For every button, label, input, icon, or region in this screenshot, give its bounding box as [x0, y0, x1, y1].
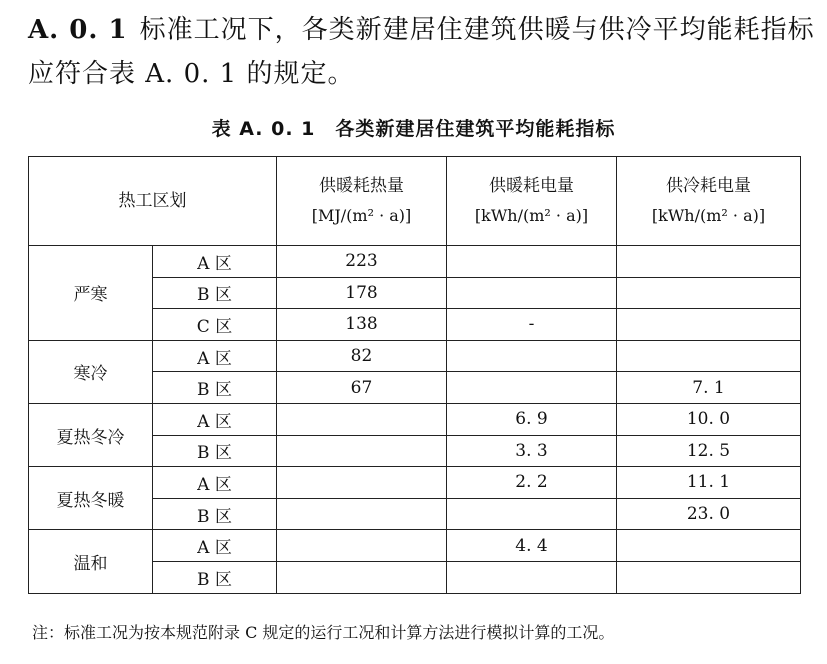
heating-heat-cell: 223: [277, 246, 447, 278]
cooling-electricity-cell: [617, 561, 801, 593]
header-cooling-electricity-unit: [kWh/(m² · a)]: [651, 206, 766, 225]
clause-number: A. 0. 1: [28, 15, 128, 45]
table-number: 表 A. 0. 1: [211, 118, 316, 140]
sub-zone-cell: B 区: [153, 435, 277, 467]
heating-electricity-cell: -: [447, 309, 617, 341]
header-cooling-electricity: [617, 157, 801, 246]
header-heating-heat-unit: [MJ/(m² · a)]: [311, 206, 412, 225]
heating-electricity-cell: [447, 498, 617, 530]
header-heating-electricity: [447, 157, 617, 246]
header-cooling-electricity-label: 供冷耗电量: [666, 176, 751, 196]
header-heating-electricity-unit: [kWh/(m² · a)]: [474, 206, 589, 225]
cooling-electricity-cell: 11. 1: [617, 467, 801, 499]
heating-electricity-cell: 2. 2: [447, 467, 617, 499]
heating-electricity-cell: [447, 372, 617, 404]
cooling-electricity-cell: [617, 340, 801, 372]
heating-electricity-cell: [447, 340, 617, 372]
cooling-electricity-cell: 23. 0: [617, 498, 801, 530]
sub-zone-cell: B 区: [153, 372, 277, 404]
table-note: 注：标准工况为按本规范附录 C 规定的运行工况和计算方法进行模拟计算的工况。: [32, 623, 615, 642]
heating-electricity-cell: [447, 246, 617, 278]
cooling-electricity-cell: [617, 246, 801, 278]
sub-zone-cell: A 区: [153, 530, 277, 562]
heating-heat-cell: [277, 403, 447, 435]
heating-heat-cell: [277, 467, 447, 499]
table-row: [29, 530, 801, 562]
cooling-electricity-cell: [617, 277, 801, 309]
sub-zone-cell: A 区: [153, 246, 277, 278]
intro-paragraph: [28, 8, 818, 96]
climate-zone-cell: 温和: [29, 530, 153, 593]
table-caption: [0, 114, 827, 141]
heating-heat-cell: [277, 530, 447, 562]
table-row: [29, 340, 801, 372]
heating-heat-cell: 178: [277, 277, 447, 309]
table-body: [29, 246, 801, 594]
climate-zone-cell: 严寒: [29, 246, 153, 341]
sub-zone-cell: B 区: [153, 498, 277, 530]
cooling-electricity-cell: 10. 0: [617, 403, 801, 435]
heating-electricity-cell: 3. 3: [447, 435, 617, 467]
sub-zone-cell: A 区: [153, 467, 277, 499]
climate-zone-cell: 夏热冬暖: [29, 467, 153, 530]
sub-zone-cell: A 区: [153, 340, 277, 372]
heating-heat-cell: [277, 498, 447, 530]
header-heating-heat-label: 供暖耗热量: [319, 176, 404, 196]
sub-zone-cell: B 区: [153, 561, 277, 593]
heating-electricity-cell: 6. 9: [447, 403, 617, 435]
header-heating-electricity-label: 供暖耗电量: [489, 176, 574, 196]
heating-heat-cell: 82: [277, 340, 447, 372]
table-header-row: [29, 157, 801, 246]
energy-index-table: [28, 156, 801, 594]
heating-heat-cell: 67: [277, 372, 447, 404]
header-heating-heat: [277, 157, 447, 246]
cooling-electricity-cell: 12. 5: [617, 435, 801, 467]
heating-electricity-cell: [447, 277, 617, 309]
table-row: [29, 403, 801, 435]
heating-electricity-cell: [447, 561, 617, 593]
sub-zone-cell: B 区: [153, 277, 277, 309]
cooling-electricity-cell: [617, 530, 801, 562]
sub-zone-cell: A 区: [153, 403, 277, 435]
heating-heat-cell: [277, 435, 447, 467]
intro-text: 标准工况下，各类新建居住建筑供暖与供冷平均能耗指标应符合表 A. 0. 1 的规定。: [28, 15, 815, 89]
climate-zone-cell: 寒冷: [29, 340, 153, 403]
sub-zone-cell: C 区: [153, 309, 277, 341]
cooling-electricity-cell: 7. 1: [617, 372, 801, 404]
heating-electricity-cell: 4. 4: [447, 530, 617, 562]
table-row: [29, 246, 801, 278]
table-title: 各类新建居住建筑平均能耗指标: [335, 118, 616, 140]
heating-heat-cell: [277, 561, 447, 593]
table-row: [29, 467, 801, 499]
cooling-electricity-cell: [617, 309, 801, 341]
climate-zone-cell: 夏热冬冷: [29, 403, 153, 466]
header-zone: 热工区划: [29, 157, 277, 246]
heating-heat-cell: 138: [277, 309, 447, 341]
